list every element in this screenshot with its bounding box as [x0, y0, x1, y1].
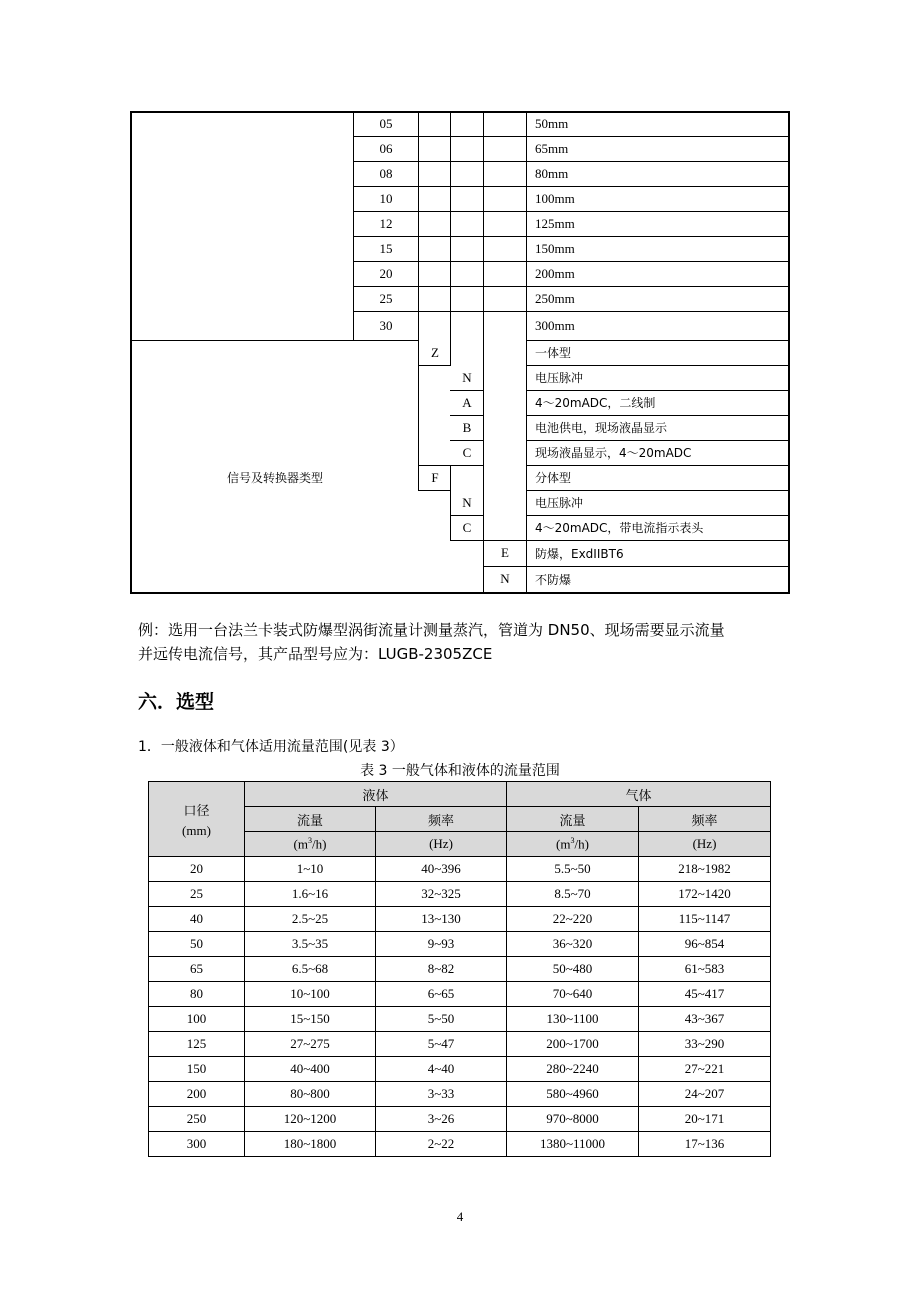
- signal-desc: 防爆，ExdIIBT6: [535, 546, 624, 561]
- signal-code: C: [462, 519, 472, 535]
- signal-desc: 电池供电，现场液晶显示: [535, 421, 668, 435]
- signal-desc: 4～20mADC，二线制: [535, 396, 656, 410]
- liquid-freq-unit: (Hz): [376, 832, 507, 857]
- table-row: 65 6.5~68 8~82 50~480 61~583: [149, 957, 771, 982]
- signal-desc: 电压脉冲: [535, 496, 584, 510]
- size-code: 05: [379, 115, 393, 131]
- diameter-unit: (mm): [182, 822, 211, 838]
- size-desc: 125mm: [535, 215, 575, 231]
- liquid-header: 液体: [245, 782, 507, 807]
- signal-desc: 4～20mADC，带电流指示表头: [535, 521, 704, 535]
- table-row: 100 15~150 5~50 130~1100 43~367: [149, 1007, 771, 1032]
- signal-code: F: [431, 469, 439, 485]
- size-code: 12: [379, 215, 393, 231]
- size-code: 25: [379, 290, 393, 306]
- gas-flow-header: 流量: [507, 807, 639, 832]
- size-code: 08: [379, 165, 393, 181]
- example-line-1: 例：选用一台法兰卡装式防爆型涡街流量计测量蒸汽，管道为 DN50、现场需要显示流量: [138, 621, 725, 639]
- gas-header: 气体: [507, 782, 771, 807]
- table-row: 250 120~1200 3~26 970~8000 20~171: [149, 1107, 771, 1132]
- size-code: 15: [379, 240, 393, 256]
- signal-desc: 不防爆: [535, 572, 572, 587]
- liquid-flow-header: 流量: [245, 807, 376, 832]
- size-desc: 100mm: [535, 190, 575, 206]
- size-desc: 300mm: [535, 317, 575, 333]
- size-desc: 65mm: [535, 140, 569, 156]
- signal-code: Z: [431, 344, 439, 360]
- table-row: 200 80~800 3~33 580~4960 24~207: [149, 1082, 771, 1107]
- explosion-code: E: [501, 545, 509, 560]
- size-desc: 250mm: [535, 290, 575, 306]
- signal-code: N: [462, 369, 472, 385]
- signal-desc: 分体型: [535, 471, 572, 485]
- table-row: 40 2.5~25 13~130 22~220 115~1147: [149, 907, 771, 932]
- gas-flow-unit: $(m^3/h)$: [507, 832, 639, 857]
- gas-freq-header: 频率: [639, 807, 771, 832]
- page-number: 4: [456, 1209, 464, 1224]
- table-caption: 表 3 一般气体和液体的流量范围: [360, 763, 560, 779]
- section-subtitle: 1．一般液体和气体适用流量范围(见表 3）: [138, 739, 404, 755]
- signal-desc: 一体型: [535, 346, 572, 360]
- signal-desc: 现场液晶显示，4～20mADC: [535, 446, 692, 460]
- signal-type-label: 信号及转换器类型: [226, 471, 323, 485]
- example-line-2: 并远传电流信号，其产品型号应为：LUGB-2305ZCE: [138, 645, 493, 663]
- signal-code: B: [462, 419, 472, 435]
- size-desc: 200mm: [535, 265, 575, 281]
- table-row: 50 3.5~35 9~93 36~320 96~854: [149, 932, 771, 957]
- section-title: 六．选型: [138, 691, 215, 713]
- table-row: 150 40~400 4~40 280~2240 27~221: [149, 1057, 771, 1082]
- diameter-label: 口径: [183, 803, 210, 819]
- flow-range-table: [148, 781, 771, 1157]
- gas-freq-unit: (Hz): [639, 832, 771, 857]
- diameter-header: [149, 782, 245, 857]
- size-code: 20: [379, 265, 393, 281]
- explosion-code: N: [500, 571, 510, 586]
- size-code: 10: [379, 190, 393, 206]
- size-desc: 50mm: [535, 115, 569, 131]
- signal-code: C: [462, 444, 472, 460]
- table-row: 300 180~1800 2~22 1380~11000 17~136: [149, 1132, 771, 1157]
- model-code-table: [130, 111, 790, 594]
- size-desc: 80mm: [535, 165, 569, 181]
- liquid-flow-unit: $(m^3/h)$: [245, 832, 376, 857]
- liquid-freq-header: 频率: [376, 807, 507, 832]
- table-row: 25 1.6~16 32~325 8.5~70 172~1420: [149, 882, 771, 907]
- table-row: 125 27~275 5~47 200~1700 33~290: [149, 1032, 771, 1057]
- signal-code: A: [462, 394, 472, 410]
- signal-code: N: [462, 494, 472, 510]
- table-row: 20 1~10 40~396 5.5~50 218~1982: [149, 857, 771, 882]
- example-paragraph: [138, 618, 725, 666]
- signal-desc: 电压脉冲: [535, 371, 584, 385]
- table-row: 80 10~100 6~65 70~640 45~417: [149, 982, 771, 1007]
- size-code: 30: [379, 317, 393, 333]
- size-desc: 150mm: [535, 240, 575, 256]
- size-code: 06: [379, 140, 393, 156]
